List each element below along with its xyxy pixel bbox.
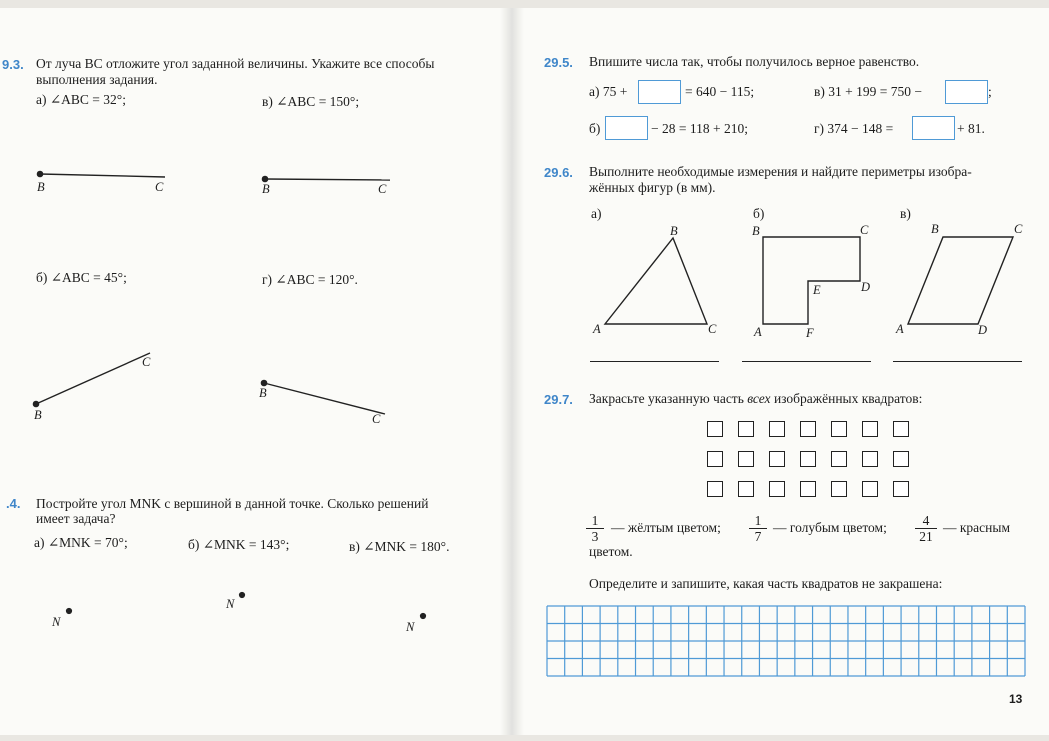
point-label: B [262, 182, 270, 196]
subtask-label: б) ∠ABC = 45°; [36, 270, 127, 285]
task-text-line: От луча BC отложите угол заданной величины. Укажите все способы [36, 56, 435, 71]
point-label: B [34, 408, 42, 422]
point-label: C [142, 355, 151, 369]
fraction-denominator: 3 [591, 529, 599, 544]
color-instruction: цветом. [589, 544, 633, 559]
figure-label: а) [591, 206, 602, 221]
equation-part: + 81. [957, 121, 985, 136]
fraction-numerator: 1 [749, 513, 767, 529]
color-instruction: — голубым цветом; [773, 520, 887, 535]
fraction-denominator: 7 [754, 529, 762, 544]
vertex-label: E [813, 283, 821, 297]
point-label: N [226, 597, 235, 611]
equation-part: − 28 = 118 + 210; [651, 121, 748, 136]
vertex-label: D [978, 323, 988, 337]
fraction-denominator: 21 [919, 529, 933, 544]
fraction-numerator: 4 [915, 513, 937, 529]
vertex-label: A [896, 322, 904, 336]
color-instruction: — жёлтым цветом; [611, 520, 721, 535]
equation-part: б) [589, 121, 601, 136]
subtask-label: в) ∠ABC = 150°; [262, 94, 360, 109]
figure-label: в) [900, 206, 911, 221]
task-text-line: Постройте угол MNK с вершиной в данной точке. Сколько решений [36, 496, 429, 511]
task-text-line: имеет задача? [36, 511, 116, 526]
subtask-label: в) ∠MNK = 180°. [349, 539, 450, 554]
vertex-label: A [593, 322, 601, 336]
task-number: .4. [6, 496, 21, 511]
task-number: 9.3. [2, 57, 24, 72]
vertex-label: B [931, 222, 939, 236]
point-label: C [155, 180, 164, 194]
task-number: 29.7. [544, 392, 573, 407]
vertex-label: C [860, 223, 869, 237]
subtask-label: а) ∠MNK = 70°; [34, 535, 128, 550]
task-text-line: выполнения задания. [36, 72, 158, 87]
task-number: 29.5. [544, 55, 573, 70]
vertex-label: D [861, 280, 871, 294]
vertex-label: C [1014, 222, 1023, 236]
task-text-part: изображённых квадратов: [773, 391, 923, 406]
vertex-label: B [752, 224, 760, 238]
vertex-label: A [754, 325, 762, 339]
subtask-label: б) ∠MNK = 143°; [188, 537, 290, 552]
point-label: N [406, 620, 415, 634]
subtask-label: а) ∠ABC = 32°; [36, 92, 126, 107]
figure-label: б) [753, 206, 765, 221]
fraction-numerator: 1 [586, 513, 604, 529]
point-label: C [378, 182, 387, 196]
page-number: 13 [1009, 692, 1023, 706]
point-label: B [37, 180, 45, 194]
vertex-label: C [708, 322, 717, 336]
subtask-label: г) ∠ABC = 120°. [262, 272, 358, 287]
task-text-line: Выполните необходимые измерения и найдите периметры изобра- [589, 164, 972, 179]
equation-part: = 640 − 115; [685, 84, 755, 99]
task-text-emphasis: всех [747, 391, 771, 406]
equation-part: а) 75 + [589, 84, 628, 99]
equation-part: в) 31 + 199 = 750 − [814, 84, 922, 99]
question-text: Определите и запишите, какая часть квадратов не закрашена: [589, 576, 943, 591]
point-label: C [372, 412, 381, 426]
task-text-line: Впишите числа так, чтобы получилось верное равенство. [589, 54, 920, 69]
task-number: 29.6. [544, 165, 573, 180]
vertex-label: F [806, 326, 814, 340]
point-label: N [52, 615, 61, 629]
task-text-part: Закрасьте указанную часть [589, 391, 744, 406]
vertex-label: B [670, 224, 678, 238]
color-instruction: — красным [943, 520, 1011, 535]
point-label: B [259, 386, 267, 400]
equation-part: г) 374 − 148 = [814, 121, 894, 136]
equation-part: ; [988, 84, 992, 99]
task-text-line: жённых фигур (в мм). [589, 180, 716, 195]
